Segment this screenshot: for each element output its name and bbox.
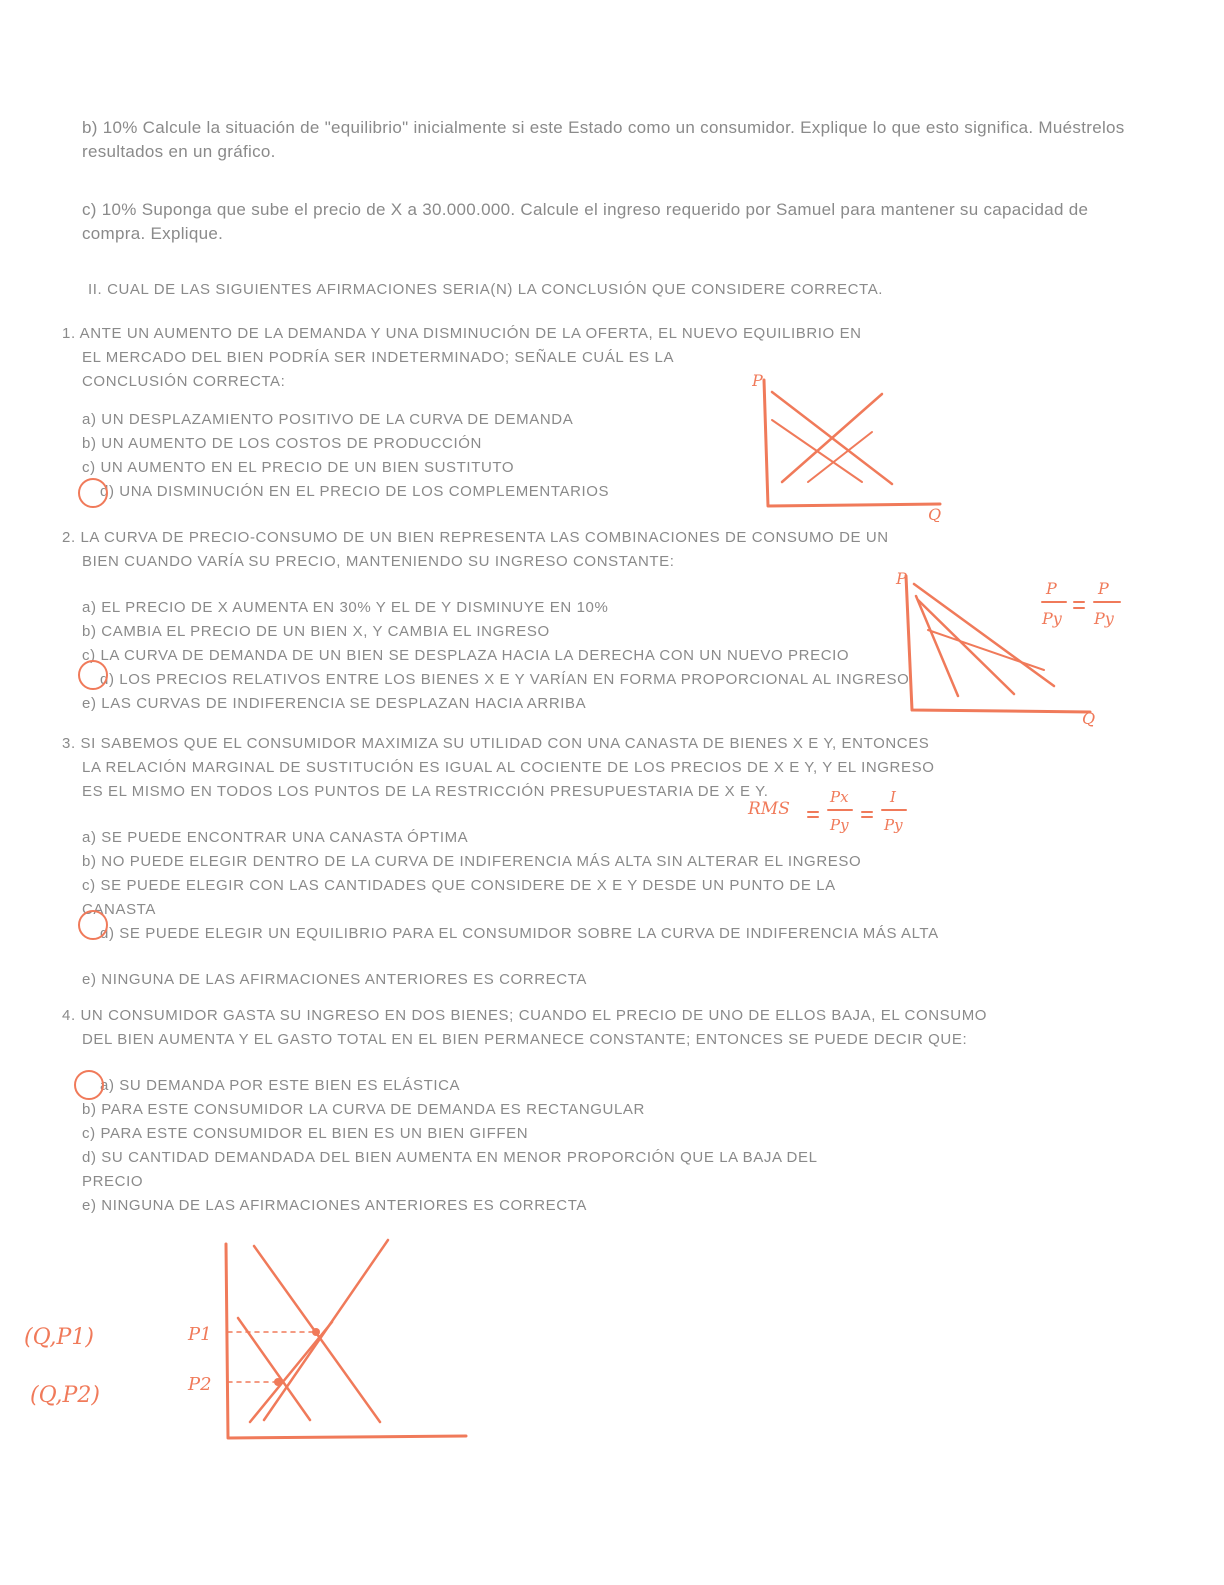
part-b xyxy=(82,116,1142,164)
question-3 xyxy=(62,732,939,992)
q1-stem-line: EL MERCADO DEL BIEN PODRÍA SER INDETERMINADO; SEÑALE CUÁL ES LA xyxy=(82,349,675,366)
q4-stem-line: DEL BIEN AUMENTA Y EL GASTO TOTAL EN EL BIEN PERMANECE CONSTANTE; ENTONCES SE PUEDE DECIR QUE: xyxy=(82,1031,968,1048)
answer-circle-q1 xyxy=(78,478,108,508)
q3-stem-line: LA RELACIÓN MARGINAL DE SUSTITUCIÓN ES IGUAL AL COCIENTE DE LOS PRECIOS DE X E Y, Y EL INGRESO xyxy=(82,759,935,776)
point-label-a: (Q,P1) xyxy=(24,1325,94,1350)
q4-option-b: b) PARA ESTE CONSUMIDOR LA CURVA DE DEMANDA ES RECTANGULAR xyxy=(82,1101,645,1118)
ratio-right-bottom: Py xyxy=(1094,609,1114,628)
q3-option-e: e) NINGUNA DE LAS AFIRMACIONES ANTERIORES ES CORRECTA xyxy=(82,971,587,988)
rms-left-bottom: Py xyxy=(830,816,849,834)
answer-circle-q2 xyxy=(78,660,108,690)
sketch-bottom-supply-demand xyxy=(20,1230,500,1460)
q4-option-a: a) SU DEMANDA POR ESTE BIEN ES ELÁSTICA xyxy=(100,1077,461,1094)
part-c-text: c) 10% Suponga que sube el precio de X a 30.000.000. Calcule el ingreso requerido por Samuel para mantener su capacidad de compra. Explique. xyxy=(82,200,1089,243)
q3-option-c: c) SE PUEDE ELEGIR CON LAS CANTIDADES QUE CONSIDERE DE X E Y DESDE UN PUNTO DE LA xyxy=(82,877,836,894)
question-1 xyxy=(62,322,862,504)
point-label-b: (Q,P2) xyxy=(30,1383,100,1408)
q1-option-c: c) UN AUMENTO EN EL PRECIO DE UN BIEN SUSTITUTO xyxy=(82,459,515,476)
price-label-p1: P1 xyxy=(188,1324,212,1345)
q4-option-e: e) NINGUNA DE LAS AFIRMACIONES ANTERIORES ES CORRECTA xyxy=(82,1197,587,1214)
rms-left-top: Px xyxy=(830,788,849,806)
q4-option-d: d) SU CANTIDAD DEMANDADA DEL BIEN AUMENTA EN MENOR PROPORCIÓN QUE LA BAJA DEL xyxy=(82,1149,818,1166)
q2-option-d: d) LOS PRECIOS RELATIVOS ENTRE LOS BIENES X E Y VARÍAN EN FORMA PROPORCIONAL AL INGRESO xyxy=(100,671,910,688)
instruction xyxy=(88,278,883,302)
q4-option-c: c) PARA ESTE CONSUMIDOR EL BIEN ES UN BIEN GIFFEN xyxy=(82,1125,529,1142)
q2-option-a: a) EL PRECIO DE X AUMENTA EN 30% Y EL DE Y DISMINUYE EN 10% xyxy=(82,599,609,616)
ratio-left-top: P xyxy=(1046,579,1057,598)
q2-sketch-axis-p: P xyxy=(896,570,907,588)
question-4 xyxy=(62,1004,987,1218)
q2-option-e: e) LAS CURVAS DE INDIFERENCIA SE DESPLAZAN HACIA ARRIBA xyxy=(82,695,587,712)
rms-label: RMS xyxy=(748,799,790,819)
q2-option-b: b) CAMBIA EL PRECIO DE UN BIEN X, Y CAMBIA EL INGRESO xyxy=(82,623,550,640)
rms-right-bottom: Py xyxy=(884,816,903,834)
q3-stem-line: 3. SI SABEMOS QUE EL CONSUMIDOR MAXIMIZA SU UTILIDAD CON UNA CANASTA DE BIENES X E Y, ENTONCES xyxy=(62,735,930,752)
q1-stem-line: 1. ANTE UN AUMENTO DE LA DEMANDA Y UNA DISMINUCIÓN DE LA OFERTA, EL NUEVO EQUILIBRIO EN xyxy=(62,325,862,342)
part-c xyxy=(82,198,1142,246)
q4-stem-line: 4. UN CONSUMIDOR GASTA SU INGRESO EN DOS BIENES; CUANDO EL PRECIO DE UNO DE ELLOS BAJA, EL CONSUMO xyxy=(62,1007,988,1024)
q2-sketch-axis-q: Q xyxy=(1082,709,1096,728)
ratio-right-top: P xyxy=(1098,579,1109,598)
q4-option-d-cont: PRECIO xyxy=(82,1173,144,1190)
q1-stem-line: CONCLUSIÓN CORRECTA: xyxy=(82,373,286,390)
q2-option-c: c) LA CURVA DE DEMANDA DE UN BIEN SE DESPLAZA HACIA LA DERECHA CON UN NUEVO PRECIO xyxy=(82,647,850,664)
q1-option-a: a) UN DESPLAZAMIENTO POSITIVO DE LA CURVA DE DEMANDA xyxy=(82,411,574,428)
instruction-text: II. CUAL DE LAS SIGUIENTES AFIRMACIONES SERIA(N) LA CONCLUSIÓN QUE CONSIDERE CORRECTA. xyxy=(88,281,884,298)
q1-option-b: b) UN AUMENTO DE LOS COSTOS DE PRODUCCIÓN xyxy=(82,435,482,452)
part-b-text: b) 10% Calcule la situación de "equilibrio" inicialmente si este Estado como un consumidor. Explique lo que esto significa. Muéstrelos resultados en un gráfico. xyxy=(82,118,1125,161)
q3-option-a: a) SE PUEDE ENCONTRAR UNA CANASTA ÓPTIMA xyxy=(82,829,469,846)
q1-sketch-axis-q: Q xyxy=(928,505,942,522)
ratio-left-bottom: Py xyxy=(1042,609,1062,628)
question-2 xyxy=(62,526,909,716)
answer-circle-q3 xyxy=(78,910,108,940)
q2-stem-line: 2. LA CURVA DE PRECIO-CONSUMO DE UN BIEN REPRESENTA LAS COMBINACIONES DE CONSUMO DE UN xyxy=(62,529,889,546)
sketch-q2-budget-lines xyxy=(894,570,1104,730)
q3-stem-line: ES EL MISMO EN TODOS LOS PUNTOS DE LA RESTRICCIÓN PRESUPUESTARIA DE X E Y. xyxy=(82,783,769,800)
q2-stem-line: BIEN CUANDO VARÍA SU PRECIO, MANTENIENDO SU INGRESO CONSTANTE: xyxy=(82,553,675,570)
q3-option-b: b) NO PUEDE ELEGIR DENTRO DE LA CURVA DE INDIFERENCIA MÁS ALTA SIN ALTERAR EL INGRESO xyxy=(82,853,862,870)
answer-circle-q4 xyxy=(74,1070,104,1100)
price-label-p2: P2 xyxy=(188,1374,212,1395)
q3-option-d: d) SE PUEDE ELEGIR UN EQUILIBRIO PARA EL CONSUMIDOR SOBRE LA CURVA DE INDIFERENCIA MÁS ALTA xyxy=(100,925,939,942)
rms-right-top: I xyxy=(890,788,896,806)
q1-option-d: d) UNA DISMINUCIÓN EN EL PRECIO DE LOS COMPLEMENTARIOS xyxy=(100,483,610,500)
q3-option-c-cont: CANASTA xyxy=(82,901,156,918)
ratio-note-q2 xyxy=(1036,572,1126,642)
q1-sketch-axis-p: P xyxy=(752,372,763,390)
